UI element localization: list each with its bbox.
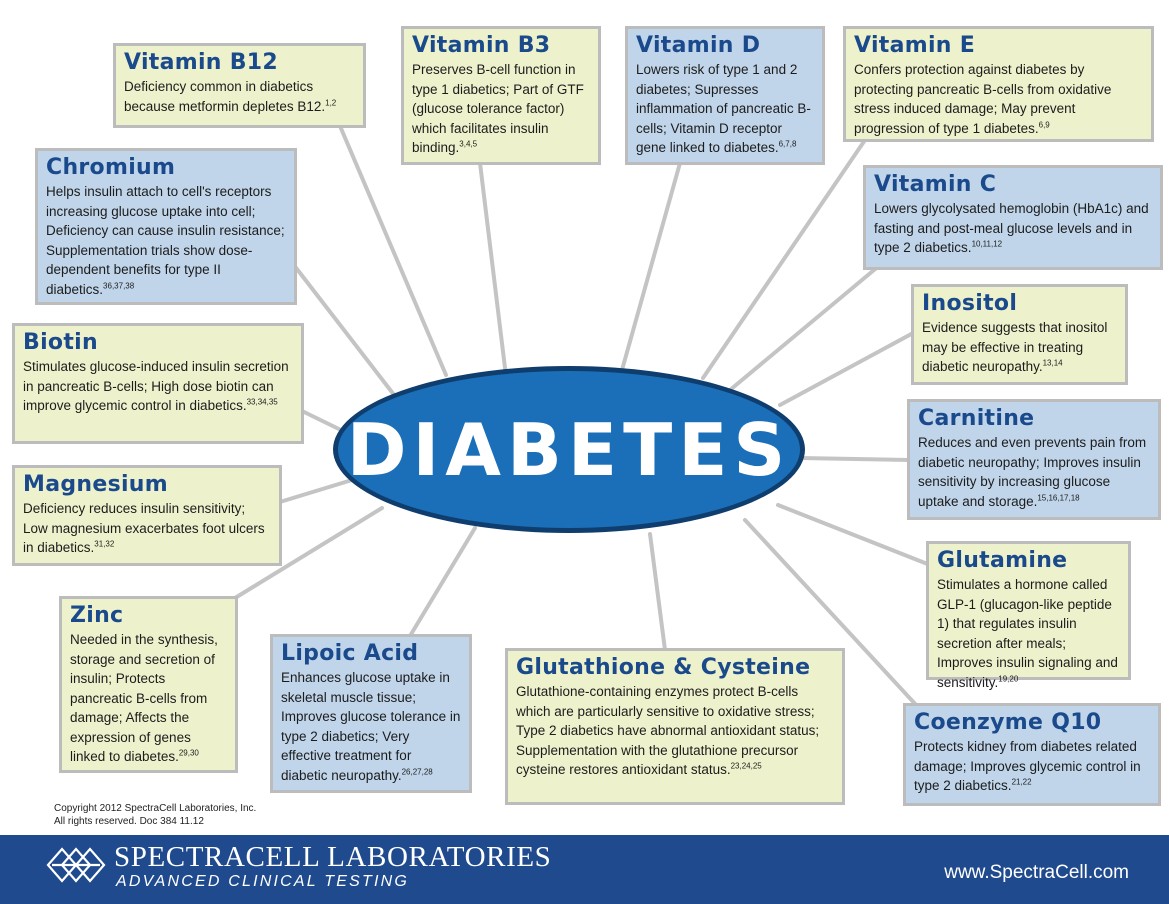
connector-carnitine [800, 458, 910, 460]
node-references: 6,7,8 [778, 139, 797, 149]
node-biotin [12, 323, 304, 444]
footer-bar [0, 835, 1169, 904]
copyright-notice [54, 802, 256, 828]
node-title: Glutamine [937, 548, 1068, 573]
node-vitamin-e [843, 26, 1154, 142]
connector-lipoic-acid [410, 528, 475, 636]
node-title: Vitamin B12 [124, 50, 279, 75]
node-description: Stimulates a hormone called GLP-1 (glucagon-like peptide 1) that regulates insulin secretion after meals; Improves insulin signaling and sensitivity.$^{19,20}$ [937, 577, 1118, 690]
node-references: 13,14 [1042, 358, 1063, 368]
connector-vitamin-b3 [480, 163, 505, 368]
connector-chromium [290, 260, 398, 400]
node-references: 6,9 [1038, 120, 1050, 129]
node-title: Vitamin E [854, 33, 976, 58]
node-magnesium [12, 465, 282, 566]
node-references: 33,34,35 [246, 397, 278, 407]
node-title: Chromium [46, 155, 176, 180]
connector-magnesium [270, 480, 352, 505]
node-references: 36,37,38 [103, 281, 135, 290]
node-title: Magnesium [23, 472, 168, 497]
node-references: 19,20 [998, 674, 1019, 683]
node-title: Coenzyme Q10 [914, 710, 1102, 735]
node-lipoic-acid [270, 634, 472, 793]
node-references: 15,16,17,18 [1037, 493, 1080, 502]
spectracell-logo-icon [44, 843, 108, 887]
node-description: Deficiency common in diabetics because metformin depletes B12.$^{1,2}$ [124, 79, 337, 114]
node-description: Needed in the synthesis, storage and secretion of insulin; Protects pancreatic B-cells from damage; Affects the expression of genes linked to diabetes.$^{29,30}$ [70, 632, 218, 764]
node-title: Vitamin D [636, 33, 761, 58]
node-inositol [911, 284, 1128, 385]
node-description: Protects kidney from diabetes related damage; Improves glycemic control in type 2 diabetics.$^{21,22}$ [914, 739, 1141, 793]
diabetes-hub [333, 366, 805, 533]
node-description: Lowers glycolysated hemoglobin (HbA1c) and fasting and post-meal glucose levels and in type 2 diabetics.$^{10,11,12}$ [874, 201, 1149, 255]
node-references: 31,32 [94, 539, 115, 549]
website-link[interactable]: www.SpectraCell.com [944, 862, 1129, 883]
node-title: Zinc [70, 603, 124, 628]
node-references: 23,24,25 [730, 761, 762, 771]
node-glutathione-cysteine [505, 648, 845, 805]
node-description: Evidence suggests that inositol may be effective in treating diabetic neuropathy.$^{13,14}$ [922, 320, 1108, 374]
hub-label: DIABETES [346, 407, 792, 492]
node-title: Glutathione & Cysteine [516, 655, 811, 680]
node-references: 10,11,12 [971, 239, 1003, 249]
connector-vitamin-e [703, 140, 865, 378]
node-title: Carnitine [918, 406, 1035, 431]
connector-inositol [780, 332, 915, 405]
node-description: Helps insulin attach to cell's receptors increasing glucose uptake into cell; Deficiency can cause insulin resistance; Supplementation trials show dose-dependent benefits for type II diabetics.$^{36,37,38}$ [46, 184, 285, 297]
node-zinc [59, 596, 238, 773]
node-title: Vitamin C [874, 172, 997, 197]
node-title: Lipoic Acid [281, 641, 419, 666]
connector-vitamin-c [730, 265, 880, 390]
brand-tagline: ADVANCED CLINICAL TESTING [116, 873, 409, 890]
node-description: Reduces and even prevents pain from diabetic neuropathy; Improves insulin sensitivity by increasing glucose uptake and storage.$^{15,16,17,18}$ [918, 435, 1147, 509]
brand-name: SPECTRACELL LABORATORIES [114, 841, 552, 873]
connector-biotin [300, 410, 345, 432]
connector-glutathione-cysteine [650, 534, 665, 650]
node-coenzyme-q10 [903, 703, 1161, 806]
node-title: Vitamin B3 [412, 33, 551, 58]
node-title: Inositol [922, 291, 1018, 316]
node-description: Preserves B-cell function in type 1 diabetics; Part of GTF (glucose tolerance factor) which facilitates insulin binding.$^{3,4,5}$ [412, 62, 584, 155]
node-carnitine [907, 399, 1161, 520]
node-description: Enhances glucose uptake in skeletal muscle tissue; Improves glucose tolerance in type 2 diabetics; Very effective treatment for diabetic neuropathy.$^{26,27,28}$ [281, 670, 461, 783]
document-number-line: All rights reserved. Doc 384 11.12 [54, 816, 204, 827]
node-vitamin-b12 [113, 43, 366, 128]
node-glutamine [926, 541, 1131, 690]
node-references: 26,27,28 [401, 767, 433, 776]
node-description: Glutathione-containing enzymes protect B-cells which are particularly sensitive to oxidative stress; Type 2 diabetics have abnormal antioxidant status; Supplementation with the glutathione precursor cysteine restores antioxidant status.$^{23,24,25}$ [516, 684, 820, 777]
node-description: Stimulates glucose-induced insulin secretion in pancreatic B-cells; High dose biotin can improve glycemic control in diabetics.$^{33,34,35}$ [23, 359, 289, 413]
node-vitamin-b3 [401, 26, 601, 165]
node-description: Deficiency reduces insulin sensitivity; Low magnesium exacerbates foot ulcers in diabetics.$^{31,32}$ [23, 501, 265, 555]
node-vitamin-d [625, 26, 825, 165]
node-references: 1,2 [325, 98, 337, 107]
node-references: 21,22 [1011, 777, 1032, 787]
node-vitamin-c [863, 165, 1163, 270]
node-title: Biotin [23, 330, 98, 355]
node-description: Confers protection against diabetes by protecting pancreatic B-cells from oxidative stress induced damage; May prevent progression of type 1 diabetes.$^{6,9}$ [854, 62, 1112, 136]
node-references: 29,30 [178, 748, 199, 758]
connector-vitamin-d [622, 163, 680, 370]
node-references: 3,4,5 [459, 139, 478, 149]
copyright-line: Copyright 2012 SpectraCell Laboratories, Inc. [54, 803, 257, 814]
node-chromium [35, 148, 297, 305]
node-description: Lowers risk of type 1 and 2 diabetes; Supresses inflammation of pancreatic B-cells; Vitamin D receptor gene linked to diabetes.$^{6,7,8}$ [636, 62, 811, 155]
